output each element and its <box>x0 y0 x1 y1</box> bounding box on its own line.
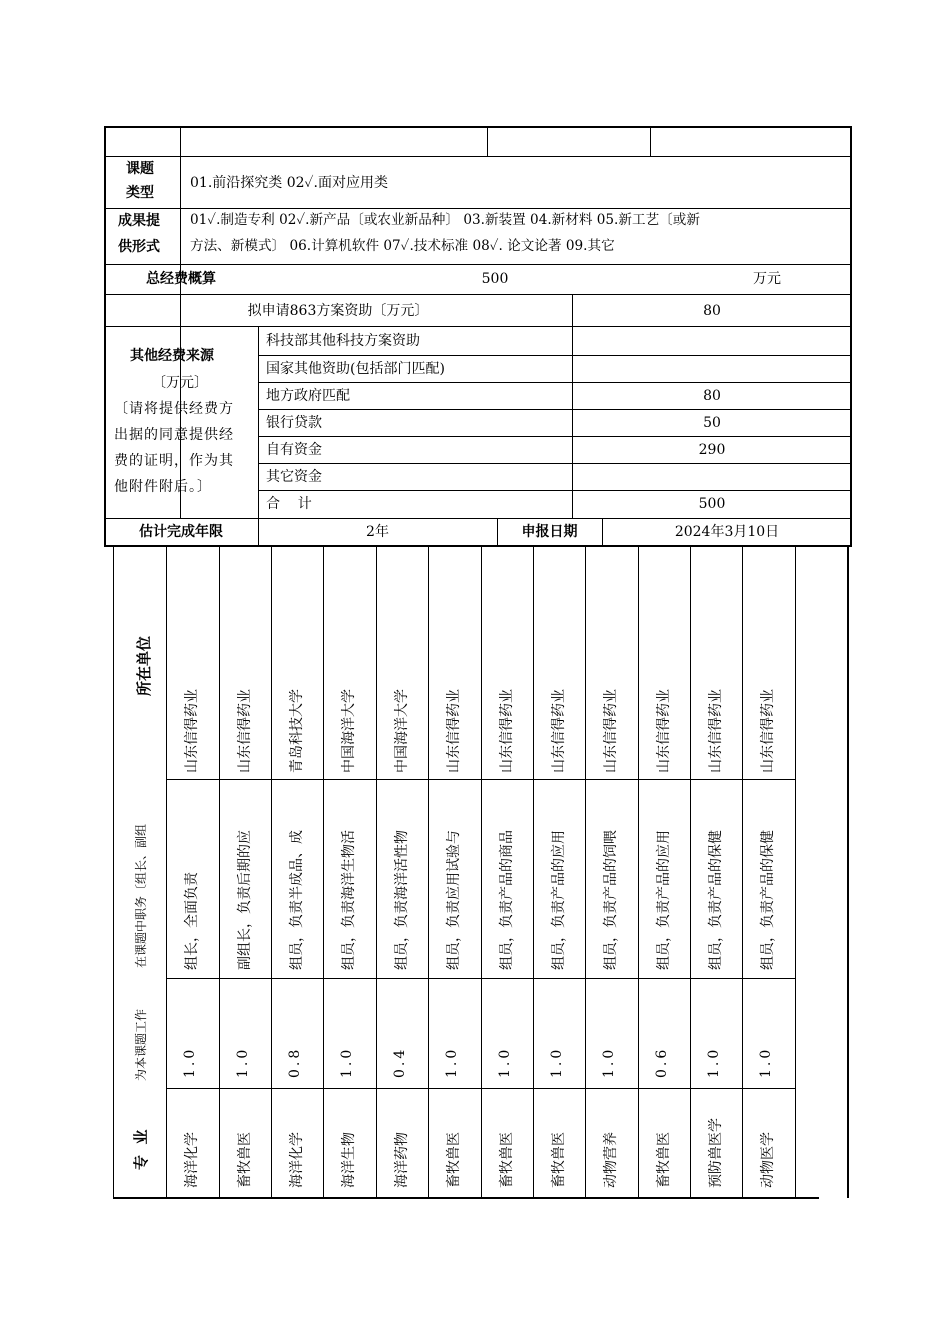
source-row-value <box>572 326 852 355</box>
member-major: 畜牧兽医 <box>551 1132 567 1188</box>
member-time: 0.4 <box>392 1046 408 1078</box>
member-unit: 青岛科技大学 <box>289 689 305 773</box>
member-time: 1.0 <box>497 1046 513 1078</box>
member-major: 畜牧兽医 <box>237 1132 253 1188</box>
member-role: 组员，负责产品的保健 <box>708 830 724 970</box>
other-sources-note-3: 费的证明，作为其 <box>114 453 234 469</box>
member-time: 1.0 <box>182 1046 198 1078</box>
member-time: 0.6 <box>654 1046 670 1078</box>
project-type-value: 01.前沿探究类 02✓.面对应用类 <box>190 175 389 191</box>
member-role: 组员，负责海洋生物活 <box>341 830 357 970</box>
member-major: 海洋化学 <box>184 1132 200 1188</box>
project-type-label-2: 类型 <box>126 185 154 201</box>
header-unit: 所在单位 <box>135 635 153 696</box>
member-major: 海洋生物 <box>341 1132 357 1188</box>
source-row-value: 500 <box>698 496 726 512</box>
member-role: 组员，负责应用试验与 <box>446 830 462 970</box>
member-major: 畜牧兽医 <box>656 1132 672 1188</box>
member-unit: 山东信得药业 <box>708 689 724 773</box>
other-sources-note-2: 出据的同意提供经 <box>114 427 234 443</box>
member-unit: 中国海洋大学 <box>394 689 410 773</box>
other-sources-note-1: 〔请将提供经费方 <box>114 401 234 417</box>
member-unit: 山东信得药业 <box>499 689 515 773</box>
member-time: 1.0 <box>549 1046 565 1078</box>
date-value: 2024年3月10日 <box>674 524 780 540</box>
result-forms-label-1: 成果提 <box>118 213 160 229</box>
header-time: 为本课题工作 <box>134 1008 148 1081</box>
header-role: 在课题中职务〔组长、副组 <box>134 823 148 968</box>
member-time: 1.0 <box>444 1046 460 1078</box>
member-role: 组员，负责半成品、成 <box>289 830 305 970</box>
budget-value: 500 <box>481 271 509 287</box>
budget-label: 总经费概算 <box>146 271 216 287</box>
other-sources-label: 其他经费来源 <box>130 348 214 364</box>
member-major: 海洋化学 <box>289 1132 305 1188</box>
source-row-name: 自有资金 <box>266 442 322 458</box>
member-unit: 山东信得药业 <box>184 689 200 773</box>
result-forms-line1: 01✓.制造专利 02✓.新产品〔或农业新品种〕 03.新装置 04.新材料 05.新工艺〔或新 <box>190 212 700 228</box>
result-forms-line2: 方法、新模式〕 06.计算机软件 07✓.技术标准 08✓. 论文论著 09.其它 <box>190 238 615 254</box>
result-forms-label-2: 供形式 <box>118 239 160 255</box>
member-role: 组员，负责海洋活性物 <box>394 830 410 970</box>
budget-unit: 万元 <box>753 271 781 287</box>
member-unit: 中国海洋大学 <box>341 689 357 773</box>
duration-label: 估计完成年限 <box>139 524 223 540</box>
member-role: 副组长，负责后期的应 <box>237 830 253 970</box>
source-row-name: 其它资金 <box>266 469 322 485</box>
source-row-name: 科技部其他科技方案资助 <box>266 333 420 349</box>
member-time: 1.0 <box>601 1046 617 1078</box>
date-label: 申报日期 <box>521 524 578 540</box>
source-row-value: 50 <box>703 414 721 431</box>
member-major: 畜牧兽医 <box>446 1132 462 1188</box>
member-time: 1.0 <box>706 1046 722 1078</box>
member-major: 预防兽医学 <box>708 1118 724 1188</box>
source-row-name: 银行贷款 <box>266 415 322 431</box>
header-major: 专 业 <box>132 1129 150 1170</box>
member-unit: 山东信得药业 <box>446 689 462 773</box>
other-sources-unit: 〔万元〕 <box>152 375 208 391</box>
member-major: 畜牧兽医 <box>499 1132 515 1188</box>
plan863-label: 拟申请863方案资助〔万元〕 <box>247 302 429 319</box>
member-role: 组员，负责产品的应用 <box>656 830 672 970</box>
member-role: 组员，负责产品的保健 <box>760 830 776 970</box>
member-unit: 山东信得药业 <box>603 689 619 773</box>
source-row-value: 80 <box>703 387 721 404</box>
member-unit: 山东信得药业 <box>237 689 253 773</box>
member-role: 组长，全面负责 <box>184 872 200 970</box>
member-major: 动物营养 <box>603 1132 619 1188</box>
member-role: 组员，负责产品的商品 <box>499 830 515 970</box>
member-major: 动物医学 <box>760 1132 776 1188</box>
other-sources-note-4: 他附件附后。〕 <box>114 479 212 495</box>
member-time: 1.0 <box>339 1046 355 1078</box>
source-row-name: 国家其他资助(包括部门匹配) <box>266 361 445 377</box>
member-unit: 山东信得药业 <box>760 689 776 773</box>
plan863-value: 80 <box>703 302 721 319</box>
member-major: 海洋药物 <box>394 1132 410 1188</box>
member-unit: 山东信得药业 <box>656 689 672 773</box>
duration-value: 2年 <box>366 524 389 540</box>
source-row-value <box>572 355 852 382</box>
source-row-name: 合 计 <box>266 496 312 512</box>
project-type-label-1: 课题 <box>126 161 154 177</box>
member-time: 1.0 <box>758 1046 774 1078</box>
source-row-name: 地方政府匹配 <box>266 388 350 404</box>
member-role: 组员，负责产品的饲喂 <box>603 830 619 970</box>
source-row-value <box>572 463 852 490</box>
member-time: 1.0 <box>235 1046 251 1078</box>
source-row-value: 290 <box>698 441 726 458</box>
member-unit: 山东信得药业 <box>551 689 567 773</box>
member-role: 组员，负责产品的应用 <box>551 830 567 970</box>
member-time: 0.8 <box>287 1046 303 1078</box>
